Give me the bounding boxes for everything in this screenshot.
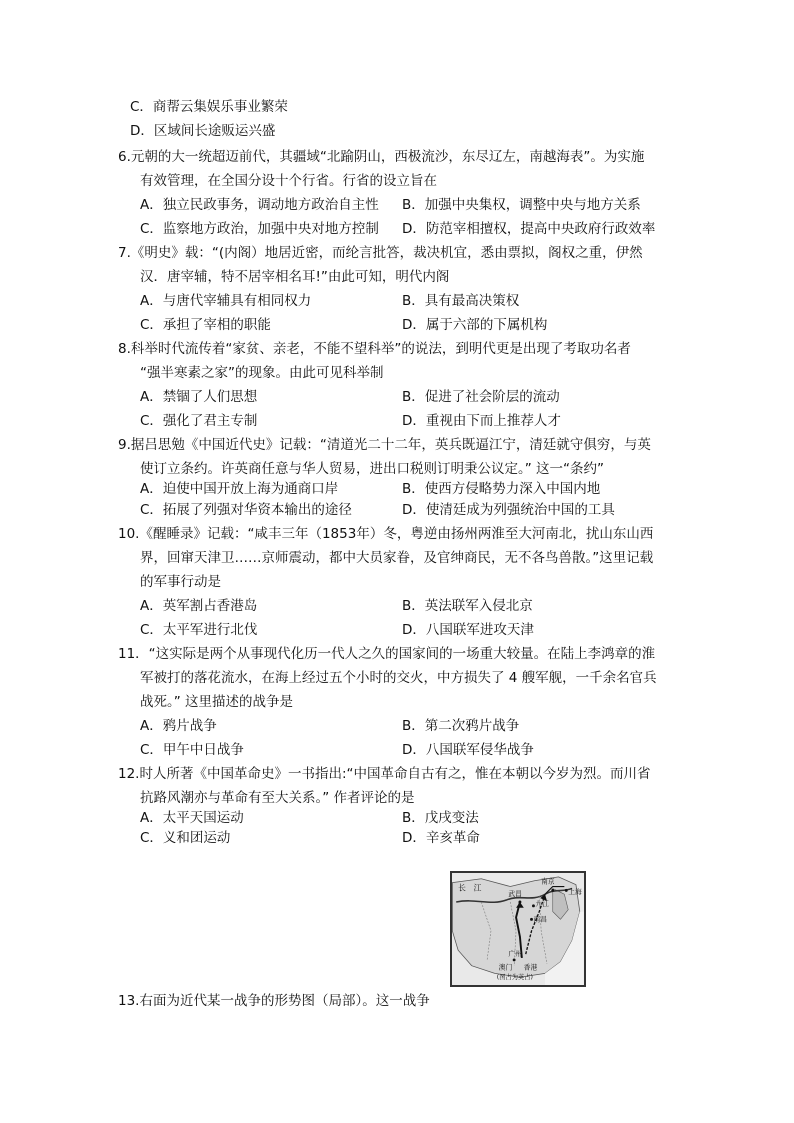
question-11-option-c: C．甲午中日战争 (140, 742, 244, 758)
label-wuchang: 武昌 (508, 890, 522, 899)
question-9-option-b: B．使西方侵略势力深入中国内地 (402, 481, 601, 497)
question-6-option-a: A．独立民政事务，调动地方政治自主性 (140, 197, 379, 213)
war-situation-map (450, 871, 586, 987)
question-11-option-d: D．八国联军侵华战争 (402, 742, 534, 758)
question-9-stem: 9.据吕思勉《中国近代史》记载：“清道光二十二年，英兵既逼江宁，清廷就守俱穷，与英 (118, 437, 651, 453)
label-hongkong: 香港 (523, 963, 538, 972)
label-nanchang: 南昌 (533, 915, 547, 924)
city-dot-guangzhou (513, 958, 516, 961)
question-8-stem: 8.科举时代流传着“家贫、亲老，不能不望科举”的说法，到明代更是出现了考取功名者 (118, 341, 631, 357)
question-10-stem-cont-2: 的军事行动是 (140, 574, 221, 590)
question-8-option-b: B．促进了社会阶层的流动 (402, 389, 560, 405)
question-10-option-c: C．太平军进行北伐 (140, 622, 258, 638)
question-6-option-b: B．加强中央集权，调整中央与地方关系 (402, 197, 641, 213)
question-13-stem: 13.右面为近代某一战争的形势图（局部）。这一战争 (118, 993, 430, 1009)
question-9-option-d: D．使清廷成为列强统治中国的工具 (402, 502, 615, 518)
question-12-option-b: B．戊戌变法 (402, 810, 479, 826)
question-12-stem-cont: 抗路风潮亦与革命有至大关系。” 作者评论的是 (140, 790, 415, 806)
question-12-option-a: A．太平天国运动 (140, 810, 244, 826)
question-8-stem-cont: “强半寒素之家”的现象。由此可见科举制 (140, 365, 384, 381)
question-6-option-c: C．监察地方政治，加强中央对地方控制 (140, 221, 379, 237)
question-11-stem-cont-2: 战死。” 这里描述的战争是 (140, 694, 294, 710)
question-11-option-a: A．鸦片战争 (140, 718, 217, 734)
label-occupied: (图占为英占) (496, 974, 533, 982)
question-6-stem-cont: 有效管理，在全国分设十个行省。行省的设立旨在 (140, 173, 437, 189)
question-10-option-b: B．英法联军入侵北京 (402, 598, 533, 614)
question-7-option-c: C．承担了宰相的职能 (140, 317, 271, 333)
question-7-option-b: B．具有最高决策权 (402, 293, 520, 309)
question-6-option-d: D．防范宰相擅权，提高中央政府行政效率 (402, 221, 656, 237)
question-7-option-d: D．属于六部的下属机构 (402, 317, 548, 333)
question-9-option-c: C．拓展了列强对华资本输出的途径 (140, 502, 352, 518)
question-6-stem: 6.元朝的大一统超迈前代，其疆域“北踰阴山，西极流沙，东尽辽左，南越海表”。为实施 (118, 149, 645, 165)
option-c-prev: C．商帮云集娱乐事业繁荣 (130, 99, 288, 115)
map-svg (452, 873, 584, 985)
label-macau: 澳门 (498, 963, 513, 972)
label-jiujiang: 九江 (535, 899, 549, 908)
question-11-stem-cont-1: 军被打的落花流水，在海上经过五个小时的交火，中方损失了 4 艘军舰，一千余名官兵 (140, 670, 657, 686)
question-12-stem: 12.时人所著《中国革命史》一书指出:“中国革命自古有之，惟在本朝以今岁为烈。而川省 (118, 766, 651, 782)
question-7-option-a: A．与唐代宰辅具有相同权力 (140, 293, 312, 309)
question-10-option-d: D．八国联军进攻天津 (402, 622, 534, 638)
question-7-stem-cont: 汉．唐宰辅，特不居宰相名耳!”由此可知，明代内阁 (140, 269, 450, 285)
label-nanjing: 南京 (541, 877, 555, 886)
question-12-option-d: D．辛亥革命 (402, 830, 480, 846)
question-10-stem: 10.《醒睡录》记载：“咸丰三年（1853年）冬，粤逆由扬州两淮至大河南北，扰山东山西 (118, 526, 654, 542)
question-11-option-b: B．第二次鸦片战争 (402, 718, 520, 734)
question-11-stem: 11．“这实际是两个从事现代化历一代人之久的国家间的一场重大较量。在陆上李鸿章的淮 (118, 646, 656, 662)
city-dot-nanjing (551, 889, 554, 892)
question-8-option-d: D．重视由下而上推荐人才 (402, 413, 561, 429)
option-d-prev: D．区域间长途贩运兴盛 (130, 123, 276, 139)
question-9-option-a: A．迫使中国开放上海为通商口岸 (140, 481, 339, 497)
question-8-option-c: C．强化了君主专制 (140, 413, 258, 429)
question-7-stem: 7.《明史》载：“(内阁）地居近密，而纶言批答，裁决机宜，悉由票拟，阁权之重，伊然 (118, 245, 643, 261)
city-dot-wuchang (518, 901, 521, 904)
question-9-stem-cont: 使订立条约。许英商任意与华人贸易，进出口税则订明秉公议定。” 这一“条约” (140, 461, 605, 477)
question-10-stem-cont-1: 界，回窜天津卫……京师震动，都中大员家眷，及官绅商民，无不各鸟兽散。”这里记载 (140, 550, 654, 566)
question-12-option-c: C．义和团运动 (140, 830, 231, 846)
label-guangzhou: 广州 (508, 950, 522, 959)
label-river: 长 江 (458, 883, 482, 893)
question-8-option-a: A．禁锢了人们思想 (140, 389, 258, 405)
label-shanghai: 上海 (568, 888, 582, 897)
question-10-option-a: A．英军割占香港岛 (140, 598, 258, 614)
